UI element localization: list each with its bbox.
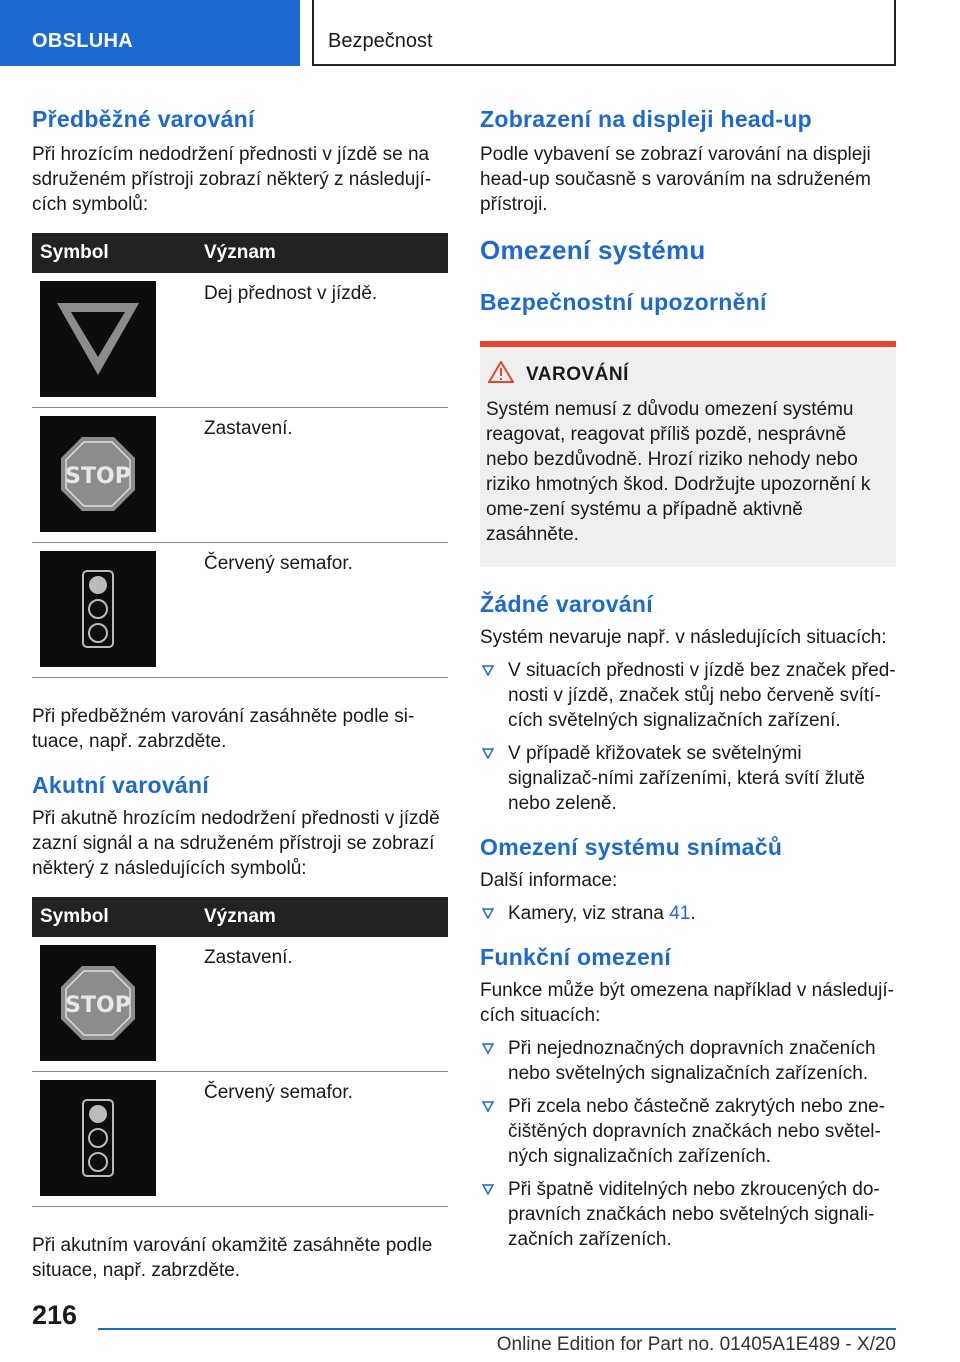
table-header-meaning: Význam — [198, 233, 448, 273]
paragraph-functional: Funkce může být omezena například v následují-cích situacích: — [480, 980, 894, 1026]
table-header-meaning: Význam — [198, 897, 448, 937]
list-item: V situacích přednosti v jízdě bez značek před-nosti v jízdě, značek stůj nebo červeně svítí-cích světelných signalizačních zařízení. — [480, 658, 896, 733]
yield-sign-icon — [40, 281, 156, 397]
heading-functional-limits: Funkční omezení — [480, 944, 672, 970]
symbol-table-2 — [32, 897, 448, 1207]
stop-sign-icon — [40, 416, 156, 532]
table-row — [32, 543, 448, 678]
table-row — [32, 273, 448, 408]
list-item: Při nejednoznačných dopravních značeních nebo světelných signalizačních zařízeních. — [480, 1036, 896, 1086]
paragraph-acute: Při akutně hrozícím nedodržení přednosti v jízdě zazní signál a na sdruženém přístroji se zobrazí některý z následujících symbolů: — [32, 808, 440, 879]
red-traffic-light-icon — [40, 551, 156, 667]
table-row — [32, 1072, 448, 1207]
table-row — [32, 408, 448, 543]
paragraph-after-table-1: Při předběžném varování zasáhněte podle si-tuace, např. zabrzděte. — [32, 706, 415, 752]
meaning-cell: Zastavení. — [198, 937, 448, 1072]
meaning-cell: Zastavení. — [198, 408, 448, 543]
bullet-triangle-icon — [482, 1043, 494, 1054]
heading-head-up-display: Zobrazení na displeji head-up — [480, 106, 813, 132]
list-item: Kamery, viz strana 41. — [480, 901, 896, 926]
svg-text:STOP: STOP — [65, 464, 131, 489]
heading-safety-notes: Bezpečnostní upozornění — [480, 289, 767, 315]
paragraph-after-table-2: Při akutním varování okamžitě zasáhněte podle situace, např. zabrzděte. — [32, 1235, 433, 1281]
page-header-title: Bezpečnost — [312, 0, 896, 66]
meaning-cell: Dej přednost v jízdě. — [198, 273, 448, 408]
meaning-cell: Červený semafor. — [198, 543, 448, 678]
list-item: Při špatně viditelných nebo zkroucených do-pravních značkách nebo světelných signali-začních zařízeních. — [480, 1177, 896, 1252]
paragraph-sensor: Další informace: — [480, 870, 618, 891]
heading-no-warning: Žádné varování — [480, 591, 653, 617]
list-item: V případě křižovatek se světelnými signalizač-ními zařízeními, která svítí žlutě nebo zeleně. — [480, 741, 896, 816]
warning-label: VAROVÁNÍ — [526, 364, 629, 385]
stop-sign-icon — [40, 945, 156, 1061]
bullet-triangle-icon — [482, 748, 494, 759]
bullet-triangle-icon — [482, 1184, 494, 1195]
paragraph-preliminary: Při hrozícím nedodržení přednosti v jízdě se na sdruženém přístroji zobrazí některý z následují-cích symbolů: — [32, 144, 432, 215]
heading-acute-warning: Akutní varování — [32, 772, 210, 798]
symbol-table-1 — [32, 233, 448, 678]
warning-box — [480, 341, 896, 567]
heading-preliminary-warning: Předběžné varování — [32, 106, 255, 132]
functional-list — [480, 1036, 896, 1252]
warning-triangle-icon — [488, 361, 514, 389]
page-link[interactable]: 41 — [669, 903, 691, 924]
bullet-triangle-icon — [482, 908, 494, 919]
footer-edition: Online Edition for Part no. 01405A1E489 - X/20 — [496, 1334, 896, 1355]
table-header-symbol: Symbol — [32, 897, 198, 937]
page-number: 216 — [32, 1300, 78, 1330]
bullet-triangle-icon — [482, 1101, 494, 1112]
table-header-symbol: Symbol — [32, 233, 198, 273]
meaning-cell: Červený semafor. — [198, 1072, 448, 1207]
heading-system-limits: Omezení systému — [480, 235, 706, 265]
red-traffic-light-icon — [40, 1080, 156, 1196]
list-item: Při zcela nebo částečně zakrytých nebo zne-čištěných dopravních značkách nebo světel-ných signalizačních zařízeních. — [480, 1094, 896, 1169]
sensor-list — [480, 901, 896, 926]
section-tab[interactable]: OBSLUHA — [0, 0, 300, 66]
footer-divider — [98, 1328, 896, 1330]
no-warning-list — [480, 658, 896, 816]
paragraph-head-up: Podle vybavení se zobrazí varování na displeji head-up současně s varováním na sdruženém přístroji. — [480, 144, 871, 215]
warning-text: Systém nemusí z důvodu omezení systému reagovat, reagovat příliš pozdě, nesprávně nebo bezdůvodně. Hrozí riziko nehody nebo riziko hmotných škod. Dodržujte upozornění k ome-zení systému a případně aktivně zasáhněte. — [486, 399, 871, 545]
right-column — [480, 100, 896, 1260]
left-column — [32, 100, 448, 1283]
table-row — [32, 937, 448, 1072]
heading-sensor-limits: Omezení systému snímačů — [480, 834, 783, 860]
svg-text:STOP: STOP — [65, 993, 131, 1018]
paragraph-no-warning: Systém nevaruje např. v následujících situacích: — [480, 627, 887, 648]
bullet-triangle-icon — [482, 665, 494, 676]
